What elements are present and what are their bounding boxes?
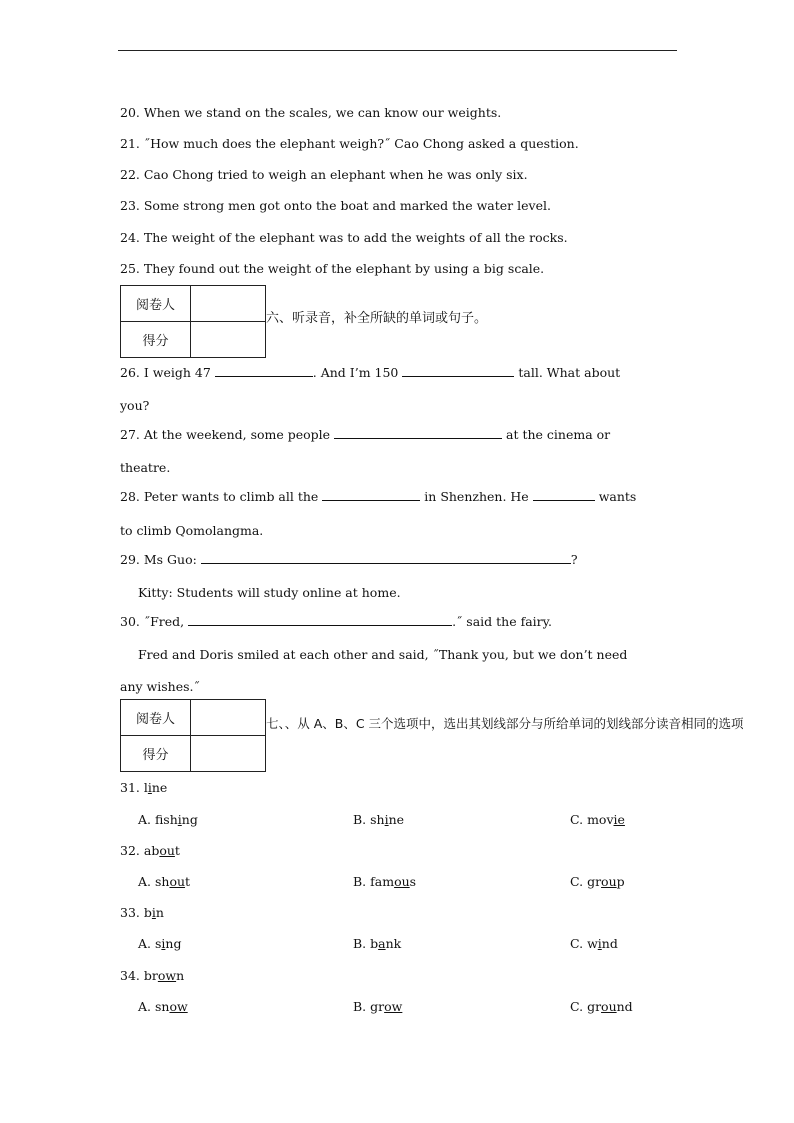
q26-text-b: . And I’m 150 bbox=[312, 365, 399, 380]
q30-blank-1[interactable] bbox=[188, 614, 452, 626]
score-box-section-7 bbox=[120, 699, 266, 772]
phonics-34-option-b[interactable]: B. grow bbox=[353, 999, 403, 1014]
question-27-line bbox=[120, 427, 610, 443]
q27-blank-1[interactable] bbox=[334, 427, 502, 439]
q26-text-c: tall. What about bbox=[518, 365, 621, 380]
q29-blank-1[interactable] bbox=[201, 552, 571, 564]
phonics-33-option-b[interactable]: B. bank bbox=[353, 936, 402, 951]
score-cell[interactable] bbox=[191, 736, 266, 772]
score-cell[interactable] bbox=[191, 322, 266, 358]
underlined-letters: i bbox=[147, 780, 152, 795]
q28-text-d: to climb Qomolangma. bbox=[120, 523, 264, 538]
header-rule bbox=[118, 50, 677, 51]
section-7-title: 七、、从 A、B、C 三个选项中，选出其划线部分与所给单词的划线部分读音相同的选项 bbox=[266, 716, 744, 731]
q28-text-a: 28. Peter wants to climb all the bbox=[120, 489, 319, 504]
q26-blank-1[interactable] bbox=[215, 365, 313, 377]
q29-text-a: 29. Ms Guo: bbox=[120, 552, 197, 567]
q26-blank-2[interactable] bbox=[402, 365, 514, 377]
q26-text-a: 26. I weigh 47 bbox=[120, 365, 211, 380]
score-label: 得分 bbox=[121, 736, 191, 772]
item-number: 34. bbox=[120, 968, 140, 983]
score-box-section-6 bbox=[120, 285, 266, 358]
phonics-34-word: 34. brown bbox=[120, 968, 185, 983]
q29-text-c: Kitty: Students will study online at home. bbox=[138, 585, 401, 600]
phonics-31-word: 31. line bbox=[120, 780, 168, 795]
q27-text-a: 27. At the weekend, some people bbox=[120, 427, 331, 442]
phonics-31-option-b[interactable]: B. shine bbox=[353, 812, 405, 827]
q29-text-b: ? bbox=[570, 552, 578, 567]
statement-23: 23. Some strong men got onto the boat and marked the water level. bbox=[120, 198, 551, 213]
score-label: 得分 bbox=[121, 322, 191, 358]
q26-text-d: you? bbox=[120, 398, 150, 413]
phonics-33-option-a[interactable]: A. sing bbox=[138, 936, 182, 951]
question-30-line bbox=[120, 614, 552, 630]
underlined-letters: ow bbox=[157, 968, 177, 983]
q30-text-d: any wishes.˝ bbox=[120, 679, 200, 694]
question-29-line bbox=[120, 552, 578, 568]
q27-text-c: theatre. bbox=[120, 460, 171, 475]
phonics-32-option-b[interactable]: B. famous bbox=[353, 874, 417, 889]
item-number: 32. bbox=[120, 843, 140, 858]
phonics-32-word: 32. about bbox=[120, 843, 180, 858]
reviewer-cell[interactable] bbox=[191, 286, 266, 322]
q27-text-b: at the cinema or bbox=[506, 427, 611, 442]
statement-21: 21. ˝How much does the elephant weigh?˝ Cao Chong asked a question. bbox=[120, 136, 579, 151]
phonics-34-option-a[interactable]: A. snow bbox=[138, 999, 188, 1014]
phonics-31-option-c[interactable]: C. movie bbox=[570, 812, 625, 827]
statement-24: 24. The weight of the elephant was to add the weights of all the rocks. bbox=[120, 230, 568, 245]
phonics-34-option-c[interactable]: C. ground bbox=[570, 999, 633, 1014]
q30-text-c: Fred and Doris smiled at each other and said, ˝Thank you, but we don’t need bbox=[138, 647, 628, 662]
item-number: 31. bbox=[120, 780, 140, 795]
reviewer-label: 阅卷人 bbox=[121, 286, 191, 322]
q30-text-b: .˝ said the fairy. bbox=[452, 614, 553, 629]
underlined-letters: ou bbox=[159, 843, 175, 858]
underlined-letters: i bbox=[151, 905, 156, 920]
question-26-line bbox=[120, 365, 620, 381]
q28-blank-2[interactable] bbox=[533, 489, 595, 501]
phonics-33-option-c[interactable]: C. wind bbox=[570, 936, 618, 951]
phonics-33-word: 33. bin bbox=[120, 905, 164, 920]
phonics-31-option-a[interactable]: A. fishing bbox=[138, 812, 198, 827]
reviewer-cell[interactable] bbox=[191, 700, 266, 736]
item-number: 33. bbox=[120, 905, 140, 920]
q28-text-b: in Shenzhen. He bbox=[424, 489, 529, 504]
statement-20: 20. When we stand on the scales, we can know our weights. bbox=[120, 105, 502, 120]
q30-text-a: 30. ˝Fred, bbox=[120, 614, 185, 629]
question-28-line bbox=[120, 489, 636, 505]
section-6-title: 六、听录音，补全所缺的单词或句子。 bbox=[266, 311, 488, 326]
phonics-32-option-c[interactable]: C. group bbox=[570, 874, 625, 889]
q28-text-c: wants bbox=[598, 489, 637, 504]
phonics-32-option-a[interactable]: A. shout bbox=[138, 874, 191, 889]
statement-25: 25. They found out the weight of the elephant by using a big scale. bbox=[120, 261, 545, 276]
statement-22: 22. Cao Chong tried to weigh an elephant when he was only six. bbox=[120, 167, 528, 182]
q28-blank-1[interactable] bbox=[322, 489, 420, 501]
reviewer-label: 阅卷人 bbox=[121, 700, 191, 736]
